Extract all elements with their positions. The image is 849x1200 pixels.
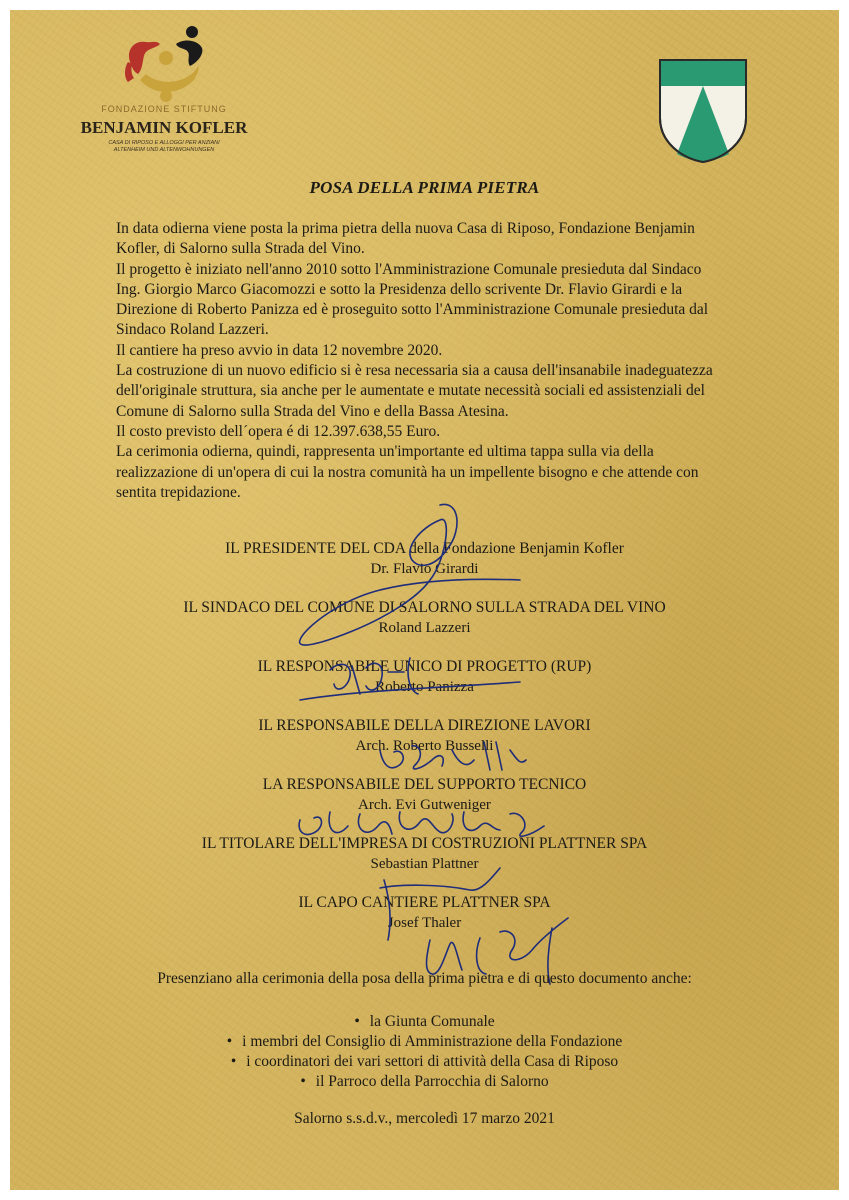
attendees-list [0,1012,849,1092]
body-line: Direzione di Roberto Panizza ed è proseguito sotto l'Amministrazione Comunale presieduta dal [116,301,709,319]
signatory-president [0,539,849,579]
body-line: Ing. Giorgio Marco Giacomozzi e sotto la Presidenza dello scrivente Dr. Flavio Girardi e la [116,280,683,298]
signatory-name: Arch. Evi Gutweniger [358,797,491,813]
logo-name: BENJAMIN KOFLER [80,118,248,137]
signatory-name: Arch. Roberto Busselli [355,738,494,754]
signatory-role: IL PRESIDENTE DEL CDA della Fondazione Benjamin Kofler [225,540,624,557]
signatory-role: IL TITOLARE DELL'IMPRESA DI COSTRUZIONI PLATTNER SPA [201,835,648,852]
body-line: Il cantiere ha preso avvio in data 12 novembre 2020. [116,341,443,359]
list-item: • la Giunta Comunale [0,1012,849,1032]
attendees-intro: Presenziano alla cerimonia della posa della prima pietra e di questo documento anche: [157,970,692,987]
body-line: Sindaco Roland Lazzeri. [116,321,269,339]
signatory-role: LA RESPONSABILE DEL SUPPORTO TECNICO [262,776,587,793]
signatory-technical-support [0,775,849,815]
list-item: • i coordinatori dei vari settori di attività della Casa di Riposo [0,1052,849,1072]
body-line: Il costo previsto dell´opera é di 12.397.638,55 Euro. [116,422,441,440]
body-line: sentita trepidazione. [116,483,241,501]
foundation-logo [78,22,258,172]
list-item: • i membri del Consiglio di Amministrazione della Fondazione [0,1032,849,1052]
logo-fondazione-stiftung: FONDAZIONE STIFTUNG [101,104,227,114]
signatory-name: Roland Lazzeri [378,620,471,636]
body-line: Comune di Salorno sulla Strada del Vino e della Bassa Atesina. [116,402,509,420]
logo-subtitle-it: CASA DI RIPOSO E ALLOGGI PER ANZIANI [108,140,220,146]
signatory-role: IL CAPO CANTIERE PLATTNER SPA [298,894,551,911]
signatory-works-director [0,716,849,756]
body-line: realizzazione di un'opera di cui la nostra comunità ha un impellente bisogno e che attende con [116,463,699,481]
body-line: La costruzione di un nuovo edificio si è resa necessaria sia a causa dell'insanabile inadeguatezza [116,362,713,380]
signatory-site-manager [0,893,849,933]
list-item: • il Parroco della Parrocchia di Salorno [0,1072,849,1092]
body-line: Kofler, di Salorno sulla Strada del Vino. [116,240,365,258]
body-line: La cerimonia odierna, quindi, rappresenta un'importante ed ultima tappa sulla via della [116,443,654,461]
signatory-company-owner [0,834,849,874]
signatory-role: IL RESPONSABILE UNICO DI PROGETTO (RUP) [257,658,592,675]
signatory-name: Josef Thaler [387,915,462,931]
body-line: In data odierna viene posta la prima pietra della nuova Casa di Riposo, Fondazione Benjamin [116,220,695,237]
body-line: Il progetto è iniziato nell'anno 2010 sotto l'Amministrazione Comunale presieduta dal Sindaco [116,260,702,278]
signatory-mayor [0,598,849,638]
coat-of-arms-icon [657,58,749,164]
signatory-role: IL SINDACO DEL COMUNE DI SALORNO SULLA STRADA DEL VINO [183,599,666,616]
signatory-rup [0,657,849,697]
foundation-emblem-icon [116,22,216,104]
logo-subtitle-de: ALTENHEIM UND ALTENWOHNUNGEN [113,147,215,153]
logo-subtitle [78,140,250,154]
body-line: dell'originale struttura, sia anche per le aumentate e mutate necessità sociali ed assistenziali del [116,382,705,400]
document-title: POSA DELLA PRIMA PIETRA [309,178,540,197]
signatory-name: Dr. Flavio Girardi [370,561,479,577]
signatory-name: Roberto Panizza [375,679,474,695]
place-and-date: Salorno s.s.d.v., mercoledì 17 marzo 2021 [294,1110,555,1127]
signatory-name: Sebastian Plattner [370,856,479,872]
signatory-role: IL RESPONSABILE DELLA DIREZIONE LAVORI [258,717,591,734]
body-paragraph [116,219,766,503]
